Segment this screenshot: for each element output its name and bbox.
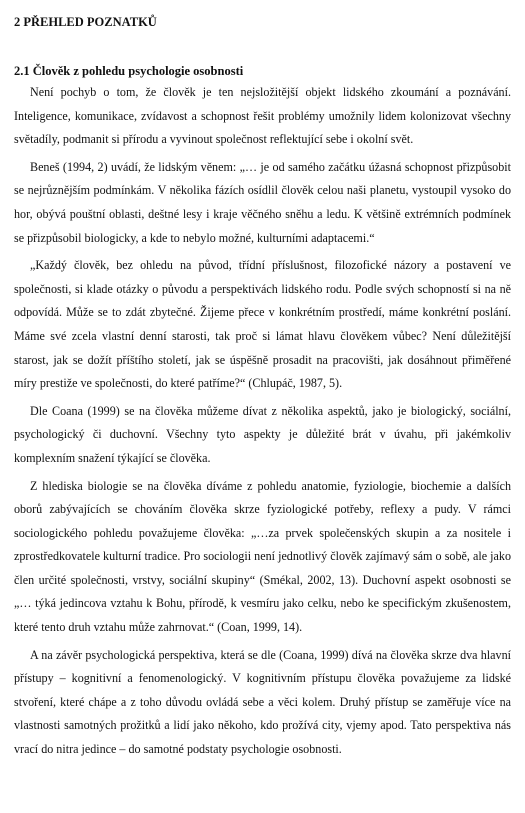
paragraph-biology-sociology: Z hlediska biologie se na člověka díváme z pohledu anatomie, fyziologie, biochemie a dalších oborů zabývajících se chováním člověka skrze fyziologické potřeby, reflexy a pudy. V rámci sociologického pohledu považujeme člověka: „…za prvek společenských skupin a za nositele i zprostředkovatele kulturní tradice. Pro sociologii není jednotlivý člověk zajímavý sám o sobě, ale jako člen určité společnosti, vrstvy, sociální skupiny“ (Smékal, 2002, 13). Duchovní aspekt osobnosti se „… týká jedincova vztahu k Bohu, přírodě, k vesmíru jako celku, nebo ke specifickým zkušenostem, které tento druh vztahu může zahrnovat.“ (Coan, 1999, 14). <box>14 478 511 635</box>
section-heading: 2.1 Člověk z pohledu psychologie osobnosti <box>14 64 244 78</box>
paragraph-psychology: A na závěr psychologická perspektiva, která se dle (Coana, 1999) dívá na člověka skrze dva hlavní přístupy – kognitivní a fenomenologický. V kognitivním přístupu člověka považujeme za lidské stvoření, které chápe a z toho důvodu ovládá sebe a věci kolem. Druhý přístup se zaměřuje více na vlastnosti samotných prožitků a lidí jako někoho, kdo prožívá city, vjemy apod. Tato perspektiva nás vrací do nitra jedince – do samotné podstaty psychologie osobnosti. <box>14 647 511 757</box>
paragraph-benes-quote: Beneš (1994, 2) uvádí, že lidským věnem: „… je od samého začátku úžasná schopnost přizpůsobit se nejrůznějším podmínkám. V několika fázích osídlil člověk celou naši planetu, vystoupil vysoko do hor, obývá pouštní oblasti, deštné lesy i kraje věčného sněhu a ledu. K většině extrémních podmínek se přizpůsobil biologicky, a kde to nebylo možné, kulturními adaptacemi.“ <box>14 159 511 245</box>
document-page <box>14 14 511 762</box>
paragraph-chlupac-quote: „Každý člověk, bez ohledu na původ, třídní příslušnost, filozofické názory a postavení ve společnosti, si klade otázky o původu a perspektivách lidského rodu. Podle svých schopností si na ně odpovídá. Může se to zdát zbytečné. Žijeme přece v konkrétním prostředí, máme konkrétní poslání. Máme své zcela vlastní denní starosti, tak proč si lámat hlavu člověkem vůbec? Není důležitější starost, jak se dožít příštího století, jak se úspěšně prosadit na pracovišti, jak dosáhnout přiměřené míry prestiže ve společnosti, do které patříme?“ (Chlupáč, 1987, 5). <box>14 258 511 391</box>
chapter-heading: 2 PŘEHLED POZNATKŮ <box>14 15 157 29</box>
paragraph-coan-aspects: Dle Coana (1999) se na člověka můžeme dívat z několika aspektů, jako je biologický, sociální, psychologický či duchovní. Všechny tyto aspekty je důležité brát v úvahu, při jakémkoliv komplexním snažení týkající se člověka. <box>14 403 511 465</box>
paragraph-intro: Není pochyb o tom, že člověk je ten nejsložitější objekt lidského zkoumání a poznávání. Inteligence, komunikace, zvídavost a schopnost řešit problémy umožnily lidem kolonizovat všechny světadíly, podmanit si přírodu a vyvinout společnost reflektující sebe i okolní svět. <box>14 85 511 147</box>
